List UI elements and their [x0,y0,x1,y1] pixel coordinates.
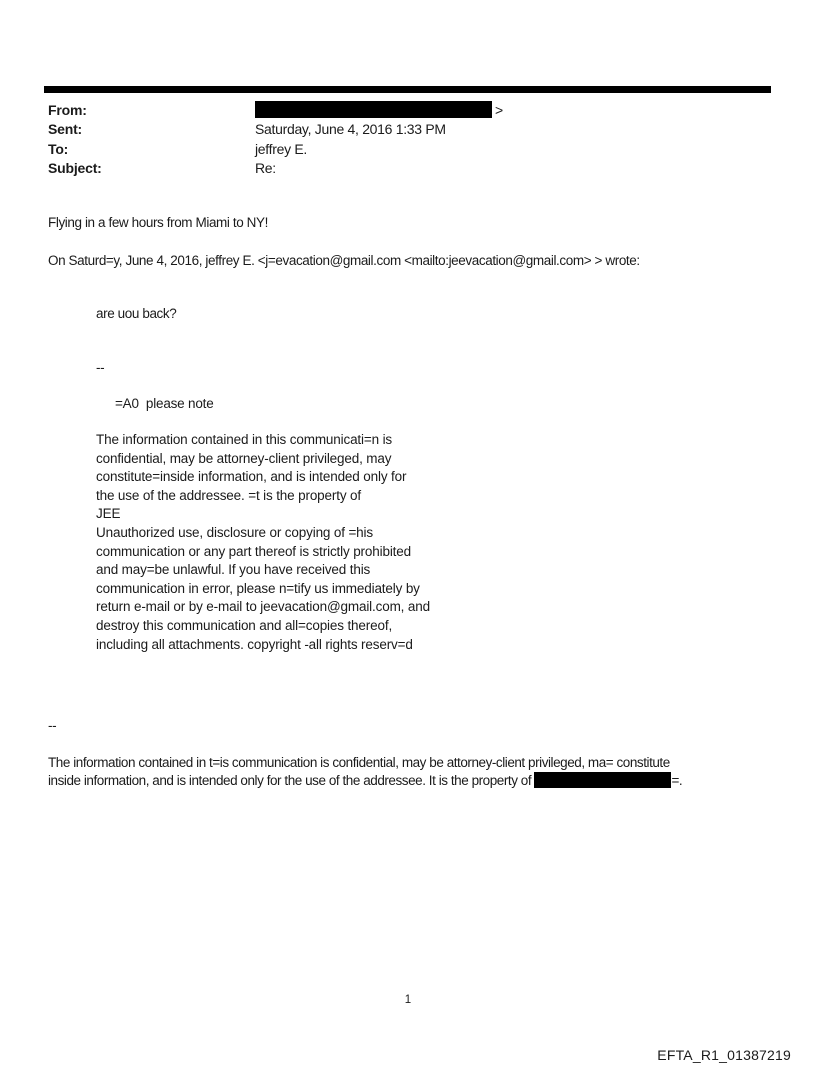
sent-value: Saturday, June 4, 2016 1:33 PM [255,121,446,138]
footer-disclaimer-line1: The information contained in t=is communication is confidential, may be attorney-client privileged, ma= constitute [48,755,670,770]
disclaimer-line: Unauthorized use, disclosure or copying of =his [96,524,373,540]
page-number: 1 [404,994,412,1006]
from-value-suffix: > [495,102,503,118]
email-header [48,101,503,179]
to-label: To: [48,140,69,157]
footer-disclaimer-line2 [48,772,778,790]
quoted-reply-line: are uou back? [96,306,177,321]
redaction-bar-property-of [534,772,671,788]
header-divider-rule [44,86,771,93]
disclaimer-line: and may=be unlawful. If you have received this [96,562,371,578]
disclaimer-line: constitute=inside information, and is intended only for [96,469,407,485]
from-value [255,101,503,120]
disclaimer-line: JEE [96,506,121,522]
disclaimer-line: communication or any part thereof is strictly prohibited [96,543,411,559]
from-label: From: [48,102,87,118]
header-row-from [48,101,503,120]
disclaimer-line: return e-mail or by e-mail to jeevacation@gmail.com, and [96,599,430,615]
disclaimer-line: including all attachments. copyright -all rights reserv=d [96,636,413,652]
subject-label: Subject: [48,160,102,177]
footer-line2-prefix: inside information, and is intended only for the use of the addressee. It is the property of [48,773,535,789]
header-row-sent [48,120,503,139]
redaction-bar-from [255,101,492,118]
footer-line2-suffix: =. [671,773,683,789]
bates-number: EFTA_R1_01387219 [657,1047,791,1063]
footer-disclaimer-paragraph [48,754,778,791]
disclaimer-line: The information contained in this communicati=n is [96,432,393,447]
sent-label: Sent: [48,121,83,138]
disclaimer-line: confidential, may be attorney-client privileged, may [96,450,392,466]
disclaimer-line: destroy this communication and all=copies thereof, [96,617,393,633]
signature-divider: -- [96,360,105,375]
quote-attribution-line: On Saturd=y, June 4, 2016, jeffrey E. <j=evacation@gmail.com <mailto:jeevacation@gmail.com> > wrote: [48,253,640,268]
disclaimer-line: the use of the addressee. =t is the property of [96,487,361,503]
body-intro-line: Flying in a few hours from Miami to NY! [48,215,268,230]
please-note-line: =A0 please note [115,396,214,411]
subject-value: Re: [255,160,276,177]
to-value: jeffrey E. [255,140,307,157]
quoted-disclaimer-block [96,431,430,654]
header-row-to [48,140,503,159]
header-row-subject [48,159,503,178]
disclaimer-line: communication in error, please n=tify us immediately by [96,580,420,596]
outer-signature-divider: -- [48,718,57,733]
